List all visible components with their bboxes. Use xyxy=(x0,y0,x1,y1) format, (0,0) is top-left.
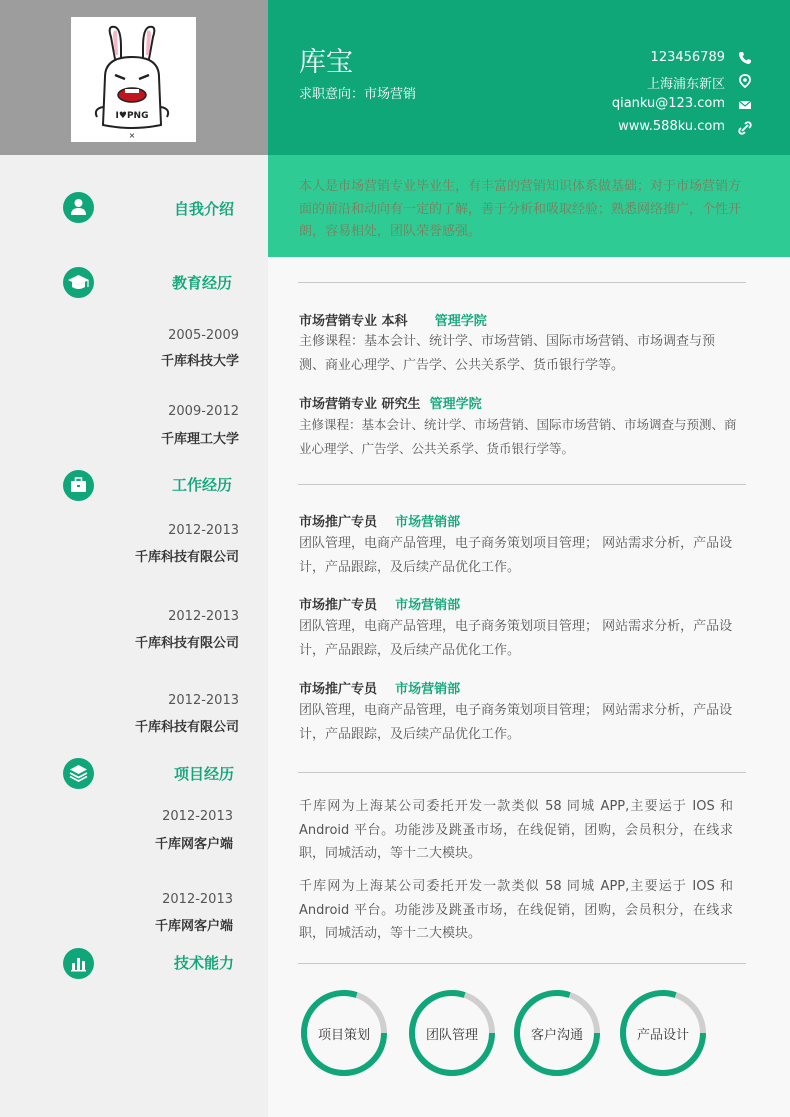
work-dept-3: 市场营销部 xyxy=(395,682,461,697)
skill-label-2: 团队管理 xyxy=(425,1027,478,1043)
work-company-2: 千库科技有限公司 xyxy=(134,636,239,651)
email-text: qianku@123.com xyxy=(611,96,725,111)
mail-icon xyxy=(738,98,752,112)
project-body-1: 千库网为上海某公司委托开发一款类似 58 同城 APP,主要运于 IOS 和 Android 平台。功能涉及跳蚤市场，在线促销，团购，会员积分，在线求职，同城活动，等十二大模块。 xyxy=(299,799,733,861)
skill-label-3: 客户沟通 xyxy=(530,1027,583,1043)
work-body-3: 团队管理，电商产品管理，电子商务策划项目管理； 网站需求分析，产品设计，产品跟踪，及后续产品优化工作。 xyxy=(299,703,733,742)
skill-ring-2 xyxy=(408,989,496,1077)
briefcase-icon xyxy=(63,470,94,501)
divider xyxy=(298,963,746,964)
edu-college-2: 管理学院 xyxy=(429,397,482,412)
work-role-2: 市场推广专员 xyxy=(299,598,378,613)
divider xyxy=(298,772,746,773)
project-body-2: 千库网为上海某公司委托开发一款类似 58 同城 APP,主要运于 IOS 和 Android 平台。功能涉及跳蚤市场，在线促销，团购，会员积分，在线求职，同城活动，等十二大模块。 xyxy=(299,879,733,941)
website-text: www.588ku.com xyxy=(618,119,725,134)
phone-text: 123456789 xyxy=(650,50,725,65)
edu-heading-1 xyxy=(299,310,487,329)
skill-ring-3 xyxy=(513,989,601,1077)
work-body-2: 团队管理，电商产品管理，电子商务策划项目管理； 网站需求分析，产品设计，产品跟踪，及后续产品优化工作。 xyxy=(299,619,733,658)
work-company-1: 千库科技有限公司 xyxy=(134,550,239,565)
edu-date-2: 2009-2012 xyxy=(168,404,239,419)
photo-area xyxy=(0,0,268,155)
work-date-1: 2012-2013 xyxy=(168,523,239,538)
skill-ring-1 xyxy=(300,989,388,1077)
divider xyxy=(298,282,746,283)
work-role-1: 市场推广专员 xyxy=(299,515,378,530)
edu-heading-2 xyxy=(299,393,482,412)
section-title-projects: 项目经历 xyxy=(174,765,235,783)
intro-band xyxy=(268,155,790,257)
phone-icon xyxy=(738,51,752,65)
address-text: 上海浦东新区 xyxy=(646,77,725,92)
job-intent: 求职意向：市场营销 xyxy=(299,87,417,102)
project-date-2: 2012-2013 xyxy=(162,892,233,907)
work-heading-3 xyxy=(299,678,460,697)
section-title-education: 教育经历 xyxy=(172,274,233,292)
edu-body-1: 主修课程：基本会计、统计学、市场营销、国际市场营销、市场调查与预测、商业心理学、广告学、公共关系学、货币银行学等。 xyxy=(299,334,716,373)
location-icon xyxy=(738,74,752,88)
graduation-cap-icon xyxy=(63,267,94,298)
work-dept-2: 市场营销部 xyxy=(395,598,461,613)
skill-ring-4 xyxy=(619,989,707,1077)
skill-label-1: 项目策划 xyxy=(317,1027,370,1043)
work-heading-2 xyxy=(299,594,460,613)
person-icon xyxy=(63,192,94,223)
header xyxy=(268,0,790,155)
photo-caption: I♥PNG xyxy=(115,111,149,121)
divider xyxy=(298,484,746,485)
svg-text:×: × xyxy=(128,131,136,140)
edu-school-1: 千库科技大学 xyxy=(160,354,239,369)
section-title-intro: 自我介绍 xyxy=(174,200,235,218)
project-date-1: 2012-2013 xyxy=(162,809,233,824)
edu-college-1: 管理学院 xyxy=(434,314,487,329)
edu-body-2: 主修课程：基本会计、统计学、市场营销、国际市场营销、市场调查与预测、商业心理学、广告学、公共关系学、货币银行学等。 xyxy=(299,417,737,456)
bar-chart-icon xyxy=(63,948,94,979)
intro-text: 本人是市场营销专业毕业生，有丰富的营销知识体系做基础；对于市场营销方面的前沿和动向有一定的了解，善于分析和吸取经验；熟悉网络推广，个性开朗，容易相处，团队荣誉感强。 xyxy=(299,179,742,239)
project-name-1: 千库网客户端 xyxy=(154,837,233,852)
edu-major-2: 市场营销专业 研究生 xyxy=(299,397,421,412)
work-date-2: 2012-2013 xyxy=(168,609,239,624)
edu-major-1: 市场营销专业 本科 xyxy=(299,314,408,329)
section-title-skills: 技术能力 xyxy=(174,954,235,972)
work-role-3: 市场推广专员 xyxy=(299,682,378,697)
link-icon xyxy=(738,121,752,135)
candidate-name: 库宝 xyxy=(299,47,353,78)
work-heading-1 xyxy=(299,511,460,530)
section-title-work: 工作经历 xyxy=(172,476,233,494)
edu-school-2: 千库理工大学 xyxy=(160,432,239,447)
work-company-3: 千库科技有限公司 xyxy=(134,720,239,735)
work-dept-1: 市场营销部 xyxy=(395,515,461,530)
layers-icon xyxy=(63,758,94,789)
avatar xyxy=(71,17,196,142)
skill-label-4: 产品设计 xyxy=(636,1027,689,1043)
work-date-3: 2012-2013 xyxy=(168,693,239,708)
work-body-1: 团队管理，电商产品管理，电子商务策划项目管理； 网站需求分析，产品设计，产品跟踪，及后续产品优化工作。 xyxy=(299,536,733,575)
edu-date-1: 2005-2009 xyxy=(168,328,239,343)
project-name-2: 千库网客户端 xyxy=(154,919,233,934)
